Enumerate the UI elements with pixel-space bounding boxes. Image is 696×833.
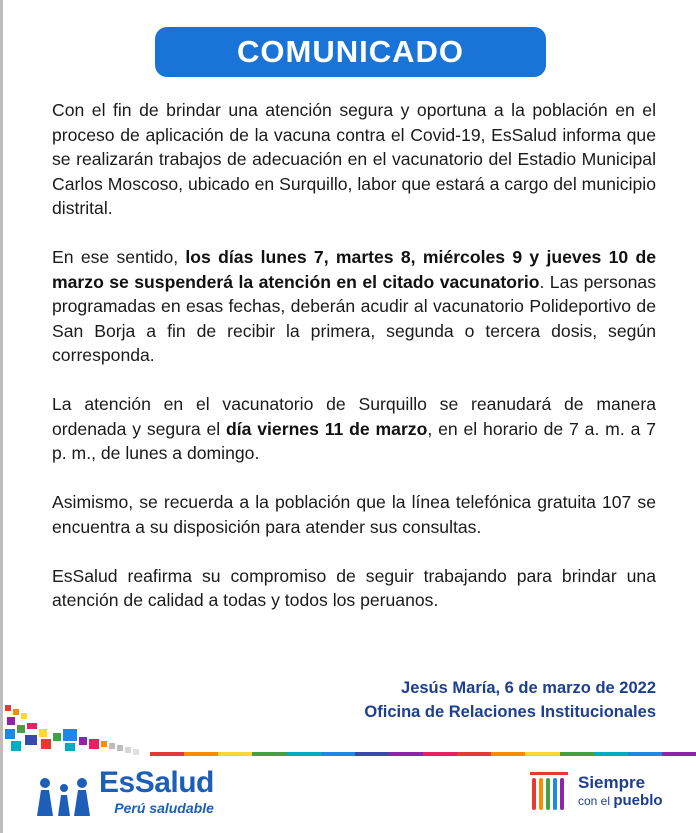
place-date: Jesús María, 6 de marzo de 2022: [401, 679, 656, 697]
paragraph-3-intro: La atención en el vacunatorio de Surquillo se reanudará de manera ordenada y segura el: [52, 394, 656, 439]
logo-name: EsSalud: [99, 766, 214, 799]
slogan-con-el: con el: [578, 794, 614, 808]
paragraph-2-rest: . Las personas programadas en esas fechas, deberán acudir al vacunatorio Polideportivo de San Borja a fin de recibir la primera, segunda o tercera dosis, según corresponda.: [52, 271, 656, 365]
title-banner: [155, 27, 546, 77]
paragraph-1-text: Con el fin de brindar una atención segura y oportuna a la población en el proceso de aplicación de la vacuna contra el Covid-19, EsSalud informa que se realizarán trabajos de adecuación en el vacunatorio del Estadio Municipal Carlos Moscoso, ubicado en Surquillo, labor que estará a cargo del municipio distrital.: [52, 100, 656, 218]
communique-body: [52, 98, 656, 637]
paragraph-4: [52, 490, 656, 539]
logo-tagline: Perú saludable: [114, 800, 214, 816]
family-icon: [35, 776, 93, 816]
decorative-pattern-icon: [3, 703, 153, 759]
paragraph-4-text: Asimismo, se recuerda a la población que la línea telefónica gratuita 107 se encuentra a su disposición para atender sus consultas.: [52, 492, 656, 537]
slogan-line-1: Siempre: [578, 773, 646, 792]
paragraph-3-bold: día viernes 11 de marzo: [226, 418, 428, 439]
page-title: COMUNICADO: [237, 34, 464, 69]
paragraph-3: [52, 392, 656, 466]
paragraph-5-text: EsSalud reafirma su compromiso de seguir trabajando para brindar una atención de calidad a todas y todos los peruanos.: [52, 565, 656, 610]
essalud-logo: [35, 768, 214, 816]
paragraph-2-bold: los días lunes 7, martes 8, miércoles 9 y jueves 10 de marzo se suspenderá la atención en el citado vacunatorio: [52, 247, 656, 292]
office-name: Oficina de Relaciones Institucionales: [364, 703, 656, 721]
paragraph-2: [52, 245, 656, 368]
slogan-line-2: [578, 792, 663, 810]
siempre-con-el-pueblo-logo: [528, 770, 663, 814]
paragraph-1: [52, 98, 656, 221]
slogan-pueblo: pueblo: [613, 792, 663, 809]
color-stripe: [150, 752, 696, 756]
signature-block: [364, 676, 656, 724]
paragraph-5: [52, 564, 656, 613]
people-columns-icon: [528, 770, 570, 814]
paragraph-2-intro: En ese sentido,: [52, 247, 186, 267]
paragraph-3-rest: , en el horario de 7 a. m. a 7 p. m., de lunes a domingo.: [52, 418, 656, 463]
